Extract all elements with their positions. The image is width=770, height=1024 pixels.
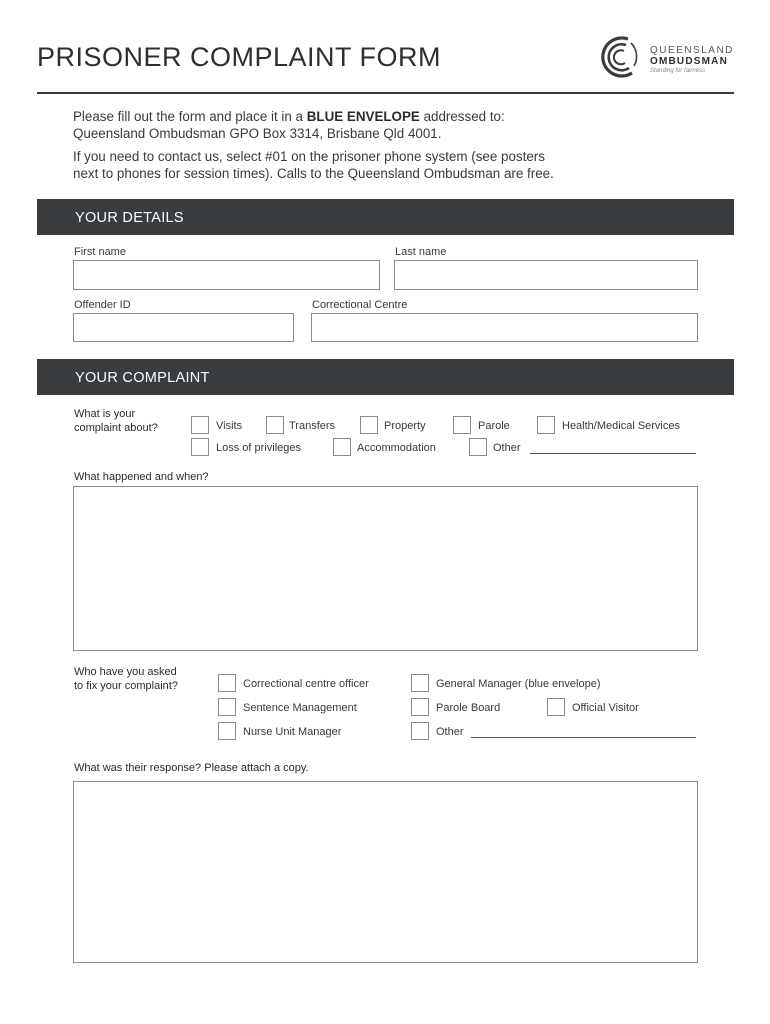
label-health-medical: Health/Medical Services bbox=[562, 420, 680, 432]
label-other-complaint: Other bbox=[493, 442, 521, 454]
checkbox-property[interactable] bbox=[360, 416, 378, 434]
checkbox-sentence-management[interactable] bbox=[218, 698, 236, 716]
checkbox-accommodation[interactable] bbox=[333, 438, 351, 456]
offender-id-field[interactable] bbox=[73, 313, 294, 342]
section-bar-complaint bbox=[37, 359, 734, 395]
complaint-about-question bbox=[74, 407, 158, 435]
label-official-visitor: Official Visitor bbox=[572, 702, 639, 714]
other-asked-line[interactable] bbox=[471, 737, 696, 738]
intro-line-2: Queensland Ombudsman GPO Box 3314, Brisbane Qld 4001. bbox=[73, 126, 442, 141]
checkbox-other-complaint[interactable] bbox=[469, 438, 487, 456]
who-asked-question-line-1: Who have you asked bbox=[74, 666, 177, 678]
label-property: Property bbox=[384, 420, 426, 432]
ombudsman-logo bbox=[598, 33, 738, 81]
who-asked-question bbox=[74, 665, 178, 693]
checkbox-parole-board[interactable] bbox=[411, 698, 429, 716]
intro-blue-envelope: BLUE ENVELOPE bbox=[306, 109, 420, 124]
label-accommodation: Accommodation bbox=[357, 442, 436, 454]
checkbox-health-medical[interactable] bbox=[537, 416, 555, 434]
who-asked-question-line-2: to fix your complaint? bbox=[74, 680, 178, 692]
response-label: What was their response? Please attach a copy. bbox=[74, 762, 309, 774]
correctional-centre-label: Correctional Centre bbox=[312, 299, 408, 311]
label-general-manager: General Manager (blue envelope) bbox=[436, 678, 601, 690]
offender-id-label: Offender ID bbox=[74, 299, 131, 311]
checkbox-parole[interactable] bbox=[453, 416, 471, 434]
label-sentence-management: Sentence Management bbox=[243, 702, 357, 714]
logo-line-queensland: QUEENSLAND bbox=[650, 45, 734, 56]
first-name-label: First name bbox=[74, 246, 126, 258]
page-title: PRISONER COMPLAINT FORM bbox=[37, 42, 442, 72]
label-correctional-centre-officer: Correctional centre officer bbox=[243, 678, 369, 690]
label-transfers: Transfers bbox=[289, 420, 336, 432]
label-visits: Visits bbox=[216, 420, 243, 432]
checkbox-other-asked[interactable] bbox=[411, 722, 429, 740]
section-heading-complaint: YOUR COMPLAINT bbox=[75, 370, 210, 386]
complaint-about-question-line-1: What is your bbox=[74, 408, 136, 420]
what-happened-label: What happened and when? bbox=[74, 471, 209, 483]
ombudsman-logo-icon bbox=[598, 33, 642, 81]
checkbox-general-manager[interactable] bbox=[411, 674, 429, 692]
first-name-field[interactable] bbox=[73, 260, 380, 290]
label-parole-board: Parole Board bbox=[436, 702, 501, 714]
logo-line-ombudsman: OMBUDSMAN bbox=[650, 56, 729, 67]
checkbox-loss-of-privileges[interactable] bbox=[191, 438, 209, 456]
logo-tagline: Standing for fairness bbox=[650, 68, 706, 74]
last-name-field[interactable] bbox=[394, 260, 698, 290]
response-field[interactable] bbox=[73, 781, 698, 963]
checkbox-official-visitor[interactable] bbox=[547, 698, 565, 716]
checkbox-nurse-unit-manager[interactable] bbox=[218, 722, 236, 740]
other-complaint-line[interactable] bbox=[530, 453, 696, 454]
title-rule bbox=[37, 92, 734, 94]
intro-line-4: next to phones for session times). Calls to the Queensland Ombudsman are free. bbox=[73, 166, 554, 181]
what-happened-field[interactable] bbox=[73, 486, 698, 651]
checkbox-visits[interactable] bbox=[191, 416, 209, 434]
last-name-label: Last name bbox=[395, 246, 447, 258]
label-other-asked: Other bbox=[436, 726, 464, 738]
checkbox-correctional-centre-officer[interactable] bbox=[218, 674, 236, 692]
checkbox-transfers[interactable] bbox=[266, 416, 284, 434]
section-heading-details: YOUR DETAILS bbox=[75, 210, 184, 226]
correctional-centre-field[interactable] bbox=[311, 313, 698, 342]
label-parole: Parole bbox=[478, 420, 510, 432]
complaint-about-question-line-2: complaint about? bbox=[74, 422, 158, 434]
intro-line-1 bbox=[73, 108, 505, 125]
intro-line-1-pre: Please fill out the form and place it in a bbox=[73, 109, 307, 124]
section-bar-details bbox=[37, 199, 734, 235]
label-loss-of-privileges: Loss of privileges bbox=[216, 442, 301, 454]
label-nurse-unit-manager: Nurse Unit Manager bbox=[243, 726, 342, 738]
intro-line-1-post: addressed to: bbox=[419, 109, 505, 124]
intro-line-3: If you need to contact us, select #01 on the prisoner phone system (see posters bbox=[73, 149, 545, 164]
